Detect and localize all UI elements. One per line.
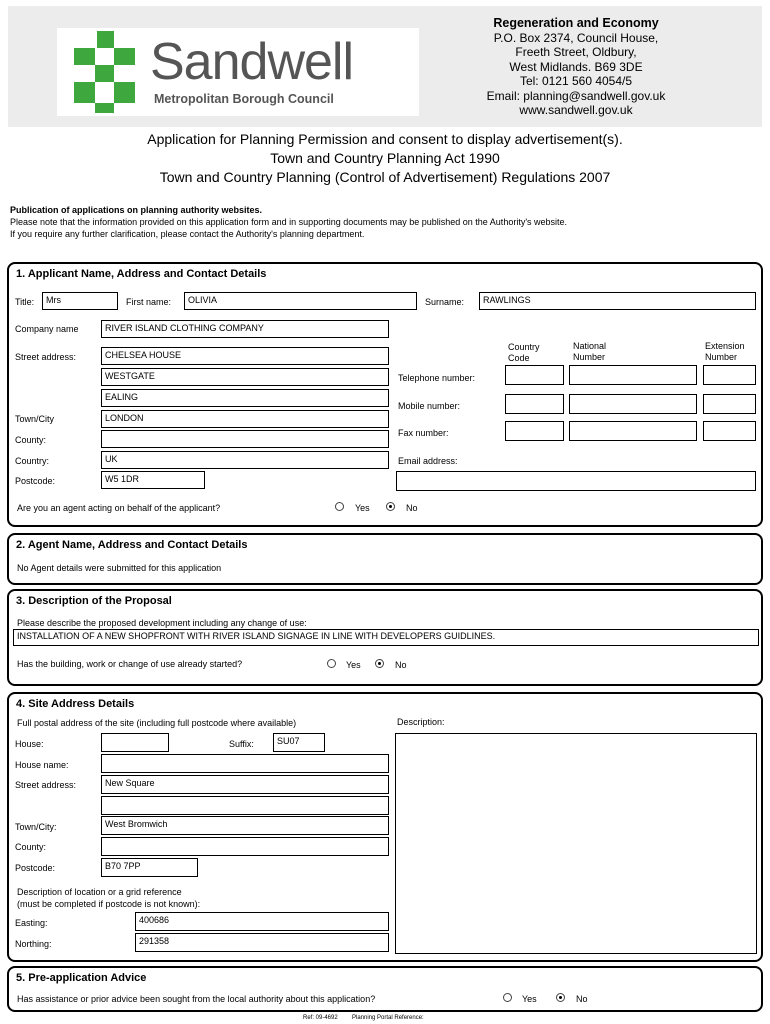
national-number-header: Number <box>573 352 606 362</box>
agent-no-label: No <box>406 503 418 513</box>
title-label: Title: <box>15 297 35 307</box>
logo-square <box>97 31 114 48</box>
fax-number-field[interactable] <box>569 421 697 441</box>
work-started-yes-label: Yes <box>346 660 361 670</box>
site-town-label: Town/City: <box>15 822 57 832</box>
section-title: 5. Pre-application Advice <box>16 972 147 984</box>
logo-square <box>74 48 95 65</box>
street-field-2[interactable]: WESTGATE <box>101 368 389 386</box>
street-field-1[interactable]: CHELSEA HOUSE <box>101 347 389 365</box>
first-name-label: First name: <box>126 297 172 307</box>
town-label: Town/City <box>15 414 55 424</box>
site-town-field[interactable]: West Bromwich <box>101 816 389 835</box>
advice-no-label: No <box>576 994 588 1004</box>
fax-country-code-field[interactable] <box>505 421 564 441</box>
country-label: Country: <box>15 456 50 466</box>
section-title: 1. Applicant Name, Address and Contact Details <box>16 268 267 280</box>
suffix-field[interactable]: SU07 <box>273 733 325 752</box>
site-street-label: Street address: <box>15 780 77 790</box>
logo-wordmark: Sandwell <box>150 33 354 91</box>
county-field[interactable] <box>101 430 389 448</box>
footer-ref: Ref: 09-4692 <box>303 1015 338 1021</box>
company-label: Company name <box>15 324 79 334</box>
site-description-label: Description: <box>397 717 445 727</box>
house-field[interactable] <box>101 733 169 752</box>
work-started-question: Has the building, work or change of use already started? <box>17 659 243 669</box>
work-started-no-label: No <box>395 660 407 670</box>
county-label: County: <box>15 435 47 445</box>
form-title-regulations: Town and Country Planning (Control of Advertisement) Regulations 2007 <box>159 169 611 185</box>
form-title: Application for Planning Permission and consent to display advertisement(s). <box>147 131 623 147</box>
extension-number-header: Extension <box>705 341 745 351</box>
suffix-label: Suffix: <box>229 739 254 749</box>
fax-label: Fax number: <box>398 428 449 438</box>
house-label: House: <box>15 739 44 749</box>
advice-yes-radio[interactable] <box>503 993 512 1002</box>
country-field[interactable]: UK <box>101 451 389 469</box>
surname-label: Surname: <box>425 297 465 307</box>
contact-block <box>446 16 706 118</box>
advice-yes-label: Yes <box>522 994 537 1004</box>
mobile-number-field[interactable] <box>569 394 697 414</box>
proposal-description-field[interactable]: INSTALLATION OF A NEW SHOPFRONT WITH RIVER ISLAND SIGNAGE IN LINE WITH DEVELOPERS GUIDLINES. <box>13 629 759 646</box>
address-line: P.O. Box 2374, Council House, <box>493 30 659 45</box>
title-field[interactable]: Mrs <box>42 292 118 310</box>
extension-number-header: Number <box>705 352 738 362</box>
agent-question: Are you an agent acting on behalf of the applicant? <box>17 503 221 513</box>
house-name-label: House name: <box>15 760 69 770</box>
form-title-act: Town and Country Planning Act 1990 <box>270 150 500 166</box>
logo-square <box>114 48 135 65</box>
email-label: Email address: <box>398 456 458 466</box>
postcode-field[interactable]: W5 1DR <box>101 471 205 489</box>
site-street-field-2[interactable] <box>101 796 389 815</box>
telephone-number-field[interactable] <box>569 365 697 385</box>
work-started-no-radio[interactable] <box>375 659 384 668</box>
town-field[interactable]: LONDON <box>101 410 389 428</box>
first-name-field[interactable]: OLIVIA <box>184 292 417 310</box>
site-postcode-label: Postcode: <box>15 863 56 873</box>
site-street-field-1[interactable]: New Square <box>101 775 389 794</box>
pre-application-advice-section <box>7 966 763 1012</box>
easting-label: Easting: <box>15 918 48 928</box>
northing-field[interactable]: 291358 <box>135 933 389 952</box>
website: www.sandwell.gov.uk <box>519 103 633 117</box>
mobile-extension-field[interactable] <box>703 394 756 414</box>
work-started-yes-radio[interactable] <box>327 659 336 668</box>
agent-yes-label: Yes <box>355 503 370 513</box>
fax-extension-field[interactable] <box>703 421 756 441</box>
section-title: 4. Site Address Details <box>16 698 135 710</box>
letterhead <box>8 6 762 127</box>
footer-portal-reference: Planning Portal Reference: <box>352 1015 424 1021</box>
proposal-prompt: Please describe the proposed development including any change of use: <box>17 618 307 628</box>
telephone-extension-field[interactable] <box>703 365 756 385</box>
site-county-label: County: <box>15 842 47 852</box>
house-name-field[interactable] <box>101 754 389 773</box>
logo-subtitle: Metropolitan Borough Council <box>154 92 334 106</box>
agent-details-text: No Agent details were submitted for this application <box>17 563 222 573</box>
agent-no-radio[interactable] <box>386 502 395 511</box>
email: Email: planning@sandwell.gov.uk <box>486 88 666 103</box>
site-description-field[interactable] <box>395 733 757 954</box>
postcode-label: Postcode: <box>15 476 56 486</box>
logo-square <box>74 82 95 103</box>
logo-square <box>95 65 114 82</box>
telephone: Tel: 0121 560 4054/5 <box>519 74 633 88</box>
address-line: West Midlands. B69 3DE <box>509 59 643 74</box>
advice-question: Has assistance or prior advice been sought from the local authority about this application? <box>17 994 376 1004</box>
surname-field[interactable]: RAWLINGS <box>479 292 756 310</box>
national-number-header: National <box>573 341 607 351</box>
mobile-label: Mobile number: <box>398 401 461 411</box>
agent-yes-radio[interactable] <box>335 502 344 511</box>
advice-no-radio[interactable] <box>556 993 565 1002</box>
notice-text: Please note that the information provided on this application form and in supporting documents may be published on the Authority's website. <box>10 217 568 227</box>
grid-reference-note: (must be completed if postcode is not known): <box>17 899 201 909</box>
site-county-field[interactable] <box>101 837 389 856</box>
street-label: Street address: <box>15 352 77 362</box>
easting-field[interactable]: 400686 <box>135 912 389 931</box>
address-line: Freeth Street, Oldbury, <box>515 45 637 59</box>
site-postcode-field[interactable]: B70 7PP <box>101 858 198 877</box>
company-field[interactable]: RIVER ISLAND CLOTHING COMPANY <box>101 320 389 338</box>
section-title: 3. Description of the Proposal <box>16 595 172 607</box>
street-field-3[interactable]: EALING <box>101 389 389 407</box>
northing-label: Northing: <box>15 939 52 949</box>
council-logo <box>57 28 419 116</box>
country-code-header: Code <box>508 353 530 363</box>
logo-square <box>114 82 135 103</box>
telephone-country-code-field[interactable] <box>505 365 564 385</box>
mobile-country-code-field[interactable] <box>505 394 564 414</box>
site-prompt: Full postal address of the site (including full postcode where available) <box>17 718 297 728</box>
email-field[interactable] <box>396 471 756 491</box>
department-name: Regeneration and Economy <box>493 16 659 30</box>
notice-heading: Publication of applications on planning authority websites. <box>10 205 263 215</box>
agent-section <box>7 533 763 585</box>
grid-reference-note: Description of location or a grid reference <box>17 887 182 897</box>
notice-text: If you require any further clarification, please contact the Authority's planning department. <box>10 229 365 239</box>
country-code-header: Country <box>508 342 540 352</box>
section-title: 2. Agent Name, Address and Contact Details <box>16 539 248 551</box>
telephone-label: Telephone number: <box>398 373 476 383</box>
logo-square <box>95 103 114 113</box>
